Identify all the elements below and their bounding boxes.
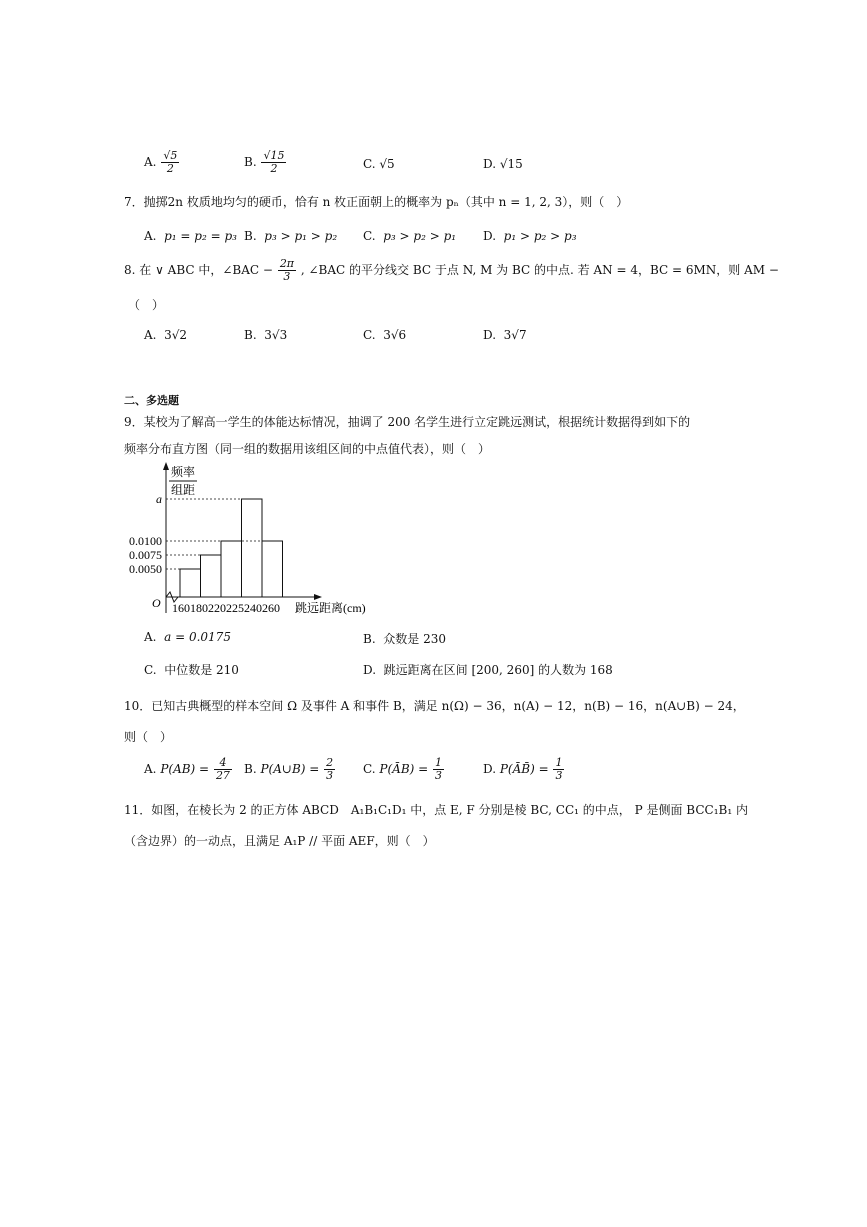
q10-option-b: B. P(A∪B) = $\frac{2}{3}$ (244, 756, 334, 783)
y-tick-label: 0.0100 (129, 534, 162, 548)
x-tick-label: 260 (262, 601, 280, 615)
q9-option-a: A. a = 0.0175 (144, 630, 231, 644)
x-axis-label: 跳远距离(cm) (295, 601, 366, 615)
q9-option-d: D. 跳远距离在区间 [200, 260] 的人数为 168 (363, 663, 613, 677)
q11-stem-line1: 11．如图，在棱长为 2 的正方体 ABCD A₁B₁C₁D₁ 中，点 E, F 分别是棱 BC, CC₁ 的中点， P 是侧面 BCC₁B₁ 内 (124, 803, 748, 817)
q7-option-c: C. p₃ > p₂ > p₁ (363, 229, 457, 243)
q7-option-a: A. p₁ = p₂ = p₃ (144, 229, 237, 243)
histogram-bar (221, 541, 242, 597)
q10-stem-line2: 则（ ） (124, 730, 173, 744)
q9-stem-line1: 9．某校为了解高一学生的体能达标情况，抽调了 200 名学生进行立定跳远测试，根据统计数据得到如下的 (124, 415, 691, 429)
y-label-den: 组距 (171, 483, 196, 497)
y-tick-label: 0.0075 (129, 548, 162, 562)
q10-option-c: C. P(ĀB) = $\frac{1}{3}$ (363, 756, 443, 783)
x-tick-label: 220 (208, 601, 226, 615)
q8-option-c: C. 3√6 (363, 328, 407, 342)
q10-option-d: D. P(ĀB̄) = $\frac{1}{3}$ (483, 756, 563, 783)
q11-stem-line2: （含边界）的一动点，且满足 A₁P // 平面 AEF，则（ ） (124, 834, 435, 848)
x-tick-labels (172, 601, 280, 615)
q7-option-b: B. p₃ > p₁ > p₂ (244, 229, 338, 243)
y-label-num: 频率 (171, 465, 196, 479)
origin-label: O (152, 596, 161, 610)
histogram-bar (201, 555, 222, 597)
q7-stem: 7．抛掷2n 枚质地均匀的硬币，恰有 n 枚正面朝上的概率为 pₙ（其中 n = 1, 2, 3），则（ ） (124, 195, 629, 209)
section-title-multi-choice: 二、多选题 (124, 394, 179, 407)
histogram-bar (262, 541, 283, 597)
q6-option-d: D. √15 (483, 157, 523, 171)
q9-option-c: C. 中位数是 210 (144, 663, 239, 677)
q10-option-a: A. P(AB) = $\frac{4}{27}$ (144, 756, 230, 783)
q7-option-d: D. p₁ > p₂ > p₃ (483, 229, 577, 243)
q8-stem: 8. 在 ∨ ABC 中，∠BAC − $\frac{2\pi}{3}$ , ∠BAC 的平分线交 BC 于点 N, M 为 BC 的中点. 若 AN = 4，BC = 6MN，则 AM − (124, 257, 779, 284)
q10-stem: 10．已知古典概型的样本空间 Ω 及事件 A 和事件 B，满足 n(Ω) − 36，n(A) − 12，n(B) − 16，n(A∪B) − 24， (124, 699, 745, 713)
q6-option-c: C. √5 (363, 157, 395, 171)
q8-option-a: A. 3√2 (144, 328, 188, 342)
q6-option-b: B. $\frac{√15}{2}$ (244, 149, 285, 176)
x-tick-label: 160 (172, 601, 190, 615)
x-tick-label: 180 (190, 601, 208, 615)
q9-stem-line2: 频率分布直方图（同一组的数据用该组区间的中点值代表），则（ ） (124, 442, 491, 456)
y-tick-label: 0.0050 (129, 562, 162, 576)
q9-option-b: B. 众数是 230 (363, 632, 447, 646)
q8-option-d: D. 3√7 (483, 328, 527, 342)
histogram-bar (242, 499, 263, 597)
x-tick-label: 225 (226, 601, 244, 615)
histogram-bar (180, 569, 201, 597)
y-tick-label: a (156, 492, 162, 506)
q8-stem-bracket: （ ） (128, 298, 165, 312)
x-tick-label: 240 (244, 601, 262, 615)
frequency-histogram (120, 460, 390, 620)
q6-option-a: A. $\frac{√5}{2}$ (144, 149, 178, 176)
q8-option-b: B. 3√3 (244, 328, 288, 342)
x-axis-arrow (314, 594, 322, 600)
y-axis-arrow (163, 462, 169, 470)
